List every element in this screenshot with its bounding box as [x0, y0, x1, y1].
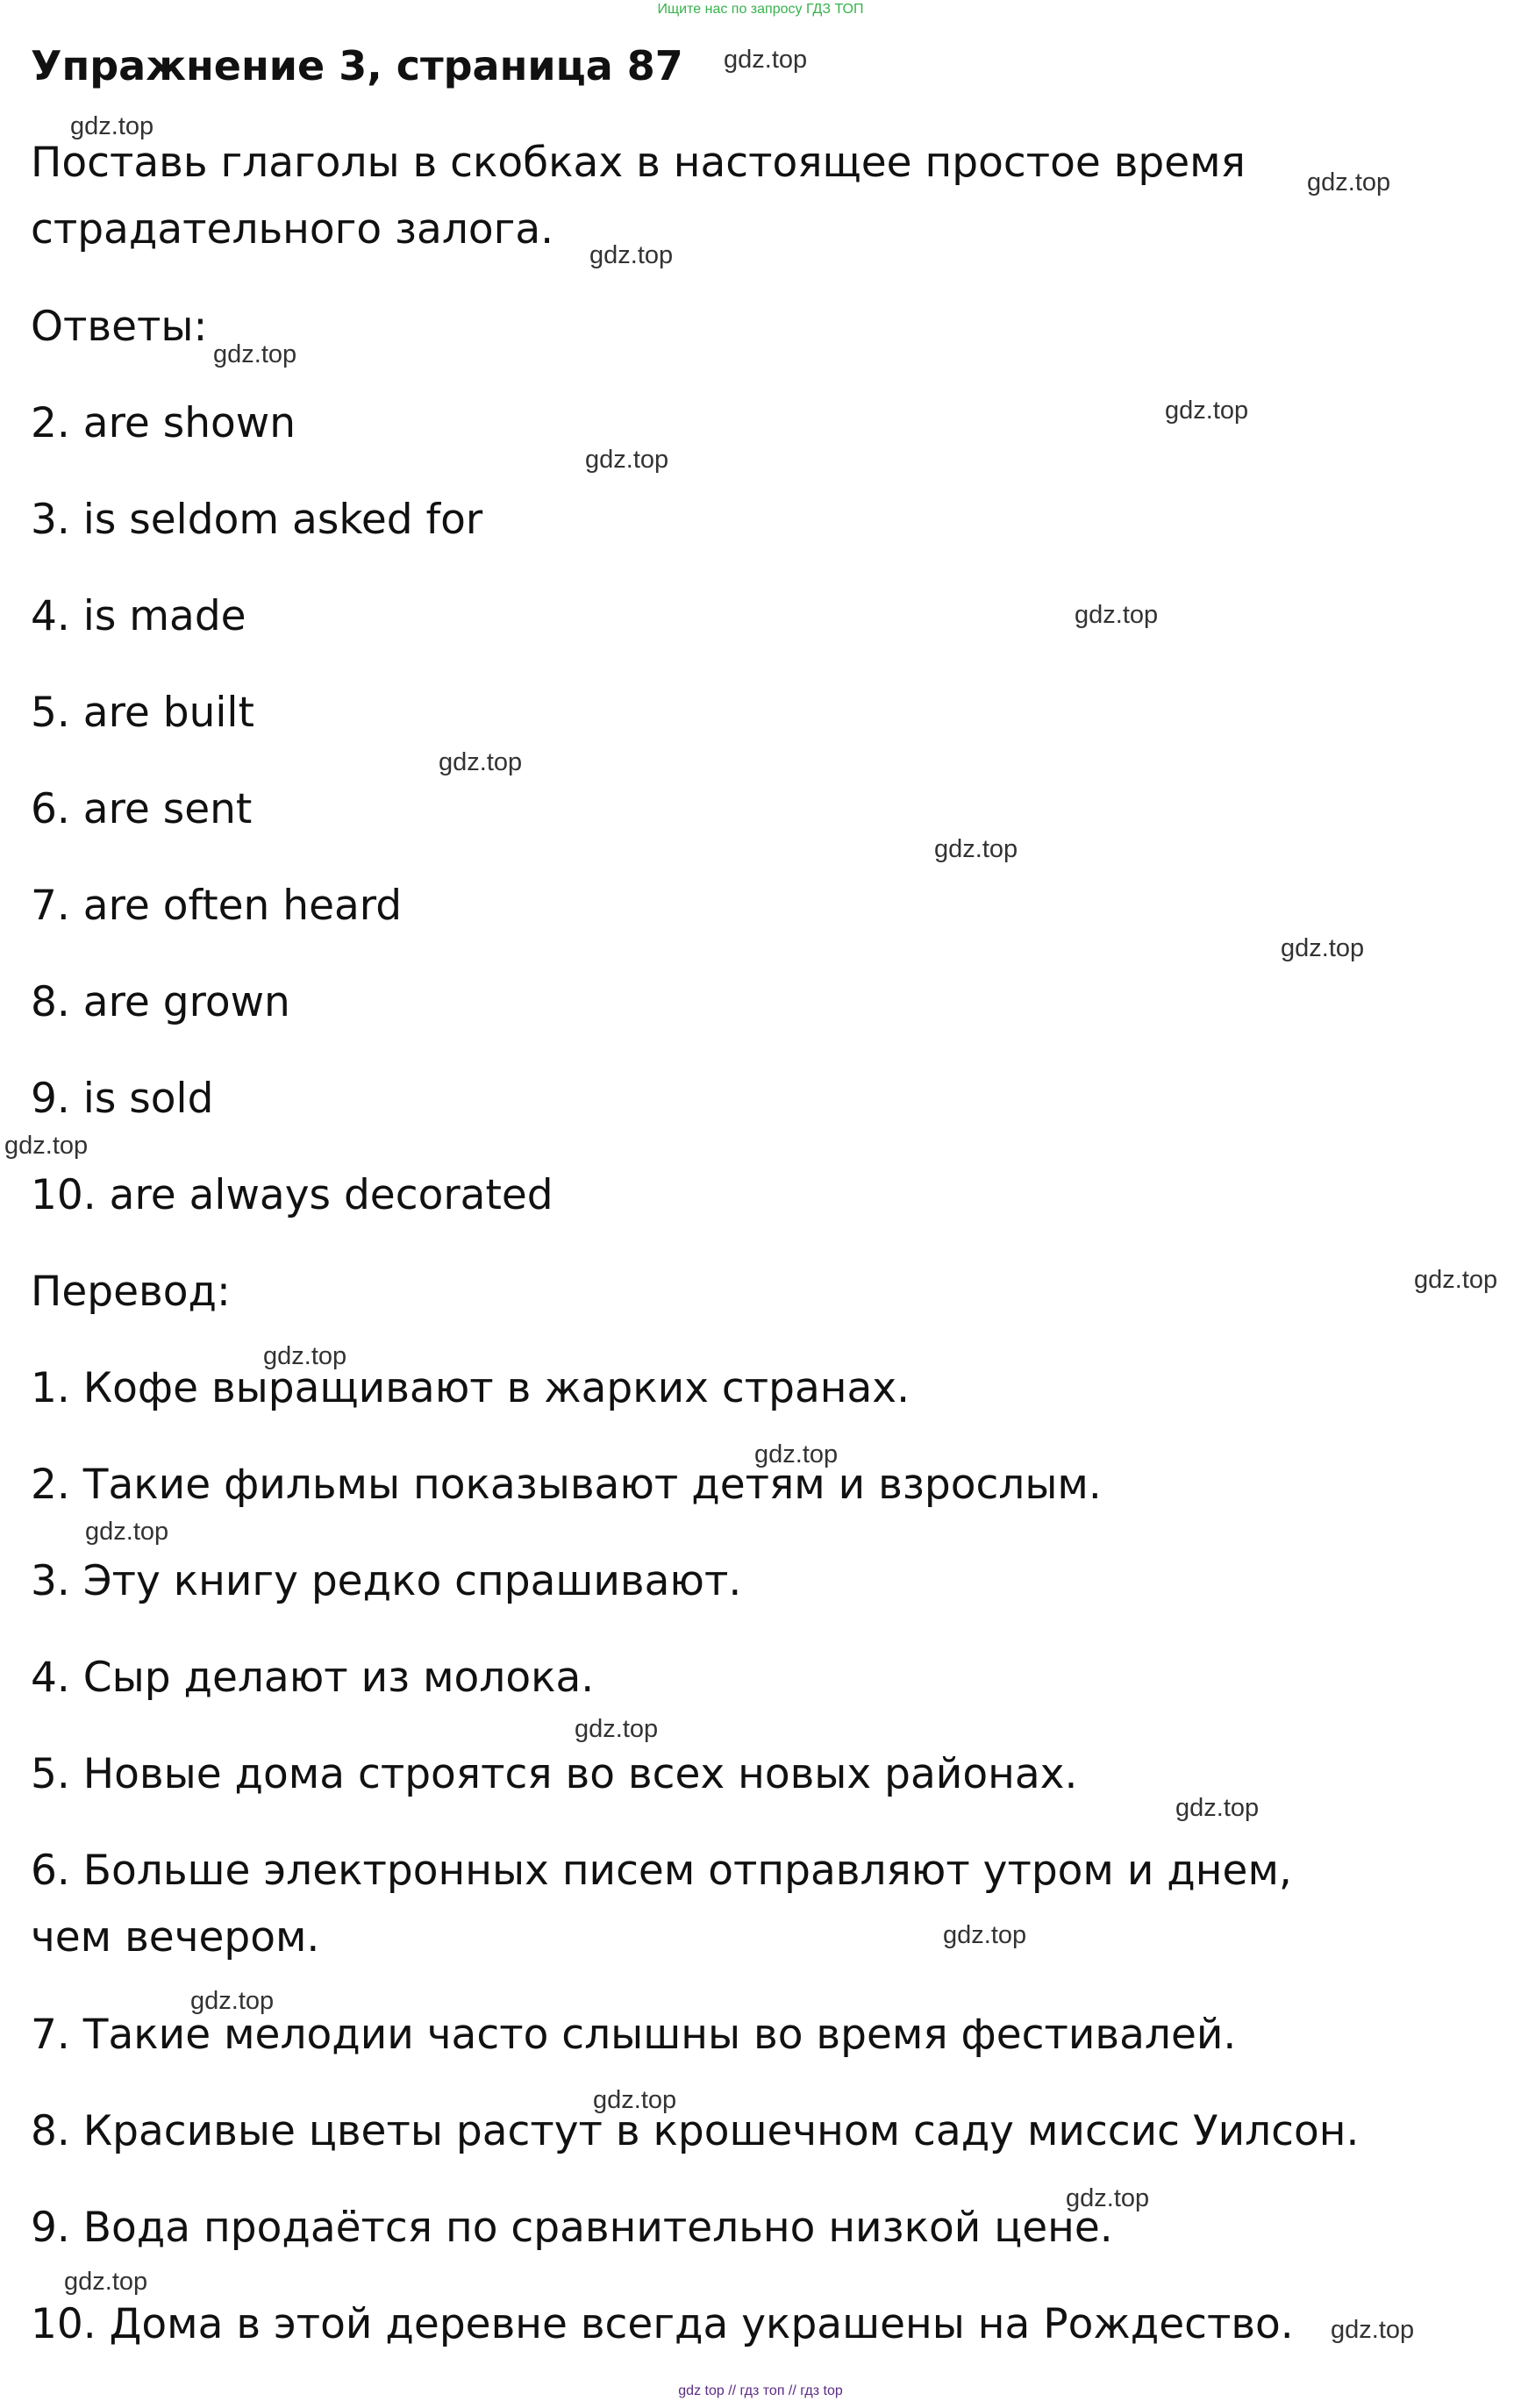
watermark: gdz.top	[585, 446, 669, 474]
translation-item: 10. Дома в этой деревне всегда украшены на Рождество.	[31, 2300, 1294, 2348]
translation-item: 8. Красивые цветы растут в крошечном саду миссис Уилсон.	[31, 2107, 1360, 2155]
watermark: gdz.top	[589, 241, 674, 269]
watermark: gdz.top	[190, 1987, 275, 2015]
watermark: gdz.top	[575, 1715, 659, 1743]
watermark: gdz.top	[64, 2268, 148, 2296]
watermark: gdz.top	[1307, 168, 1391, 196]
translation-item: 5. Новые дома строятся во всех новых районах.	[31, 1750, 1078, 1798]
watermark: gdz.top	[754, 1440, 839, 1468]
answer-item: 3. is seldom asked for	[31, 496, 483, 544]
task-text: Поставь глаголы в скобках в настоящее простое время страдательного залога.	[31, 139, 1246, 254]
page-title: Упражнение 3, страница 87	[31, 42, 683, 89]
translation-item: 4. Сыр делают из молока.	[31, 1654, 595, 1702]
watermark: gdz.top	[213, 340, 297, 368]
translation-item: 9. Вода продаётся по сравнительно низкой цене.	[31, 2204, 1113, 2252]
watermark: gdz.top	[1066, 2184, 1150, 2212]
watermark: gdz.top	[263, 1342, 347, 1370]
watermark: gdz.top	[70, 112, 154, 140]
translation-item: 2. Такие фильмы показывают детям и взрослым.	[31, 1461, 1102, 1509]
watermark: gdz.top	[593, 2086, 677, 2114]
translation-item: 3. Эту книгу редко спрашивают.	[31, 1557, 742, 1605]
watermark: gdz.top	[1075, 601, 1159, 629]
watermark: gdz.top	[1281, 934, 1365, 962]
watermark: gdz.top	[1331, 2316, 1415, 2344]
answer-item: 4. is made	[31, 592, 246, 640]
footer-note: gdz top // гдз топ // гдз top	[678, 2383, 843, 2398]
watermark: gdz.top	[934, 835, 1018, 863]
watermark: gdz.top	[439, 748, 523, 776]
answer-item: 7. are often heard	[31, 882, 403, 930]
watermark: gdz.top	[1175, 1794, 1260, 1822]
translation-item: 1. Кофе выращивают в жарких странах.	[31, 1364, 910, 1412]
watermark: gdz.top	[1414, 1266, 1498, 1294]
answer-item: 8. are grown	[31, 978, 290, 1026]
watermark: gdz.top	[1165, 397, 1249, 425]
watermark: gdz.top	[85, 1518, 169, 1546]
answers-heading: Ответы:	[31, 303, 208, 351]
watermark: gdz.top	[4, 1132, 89, 1160]
translation-item: 7. Такие мелодии часто слышны во время фестивалей.	[31, 2011, 1237, 2059]
top-note: Ищите нас по запросу ГДЗ ТОП	[657, 2, 864, 17]
answer-item: 5. are built	[31, 689, 254, 737]
answer-item: 2. are shown	[31, 399, 296, 447]
translation-heading: Перевод:	[31, 1268, 231, 1316]
answer-item: 9. is sold	[31, 1075, 214, 1123]
watermark: gdz.top	[724, 46, 808, 74]
answer-item: 10. are always decorated	[31, 1171, 553, 1219]
translation-item: 6. Больше электронных писем отправляют утром и днем, чем вечером.	[31, 1847, 1292, 1961]
watermark: gdz.top	[943, 1921, 1027, 1949]
answer-item: 6. are sent	[31, 785, 253, 833]
